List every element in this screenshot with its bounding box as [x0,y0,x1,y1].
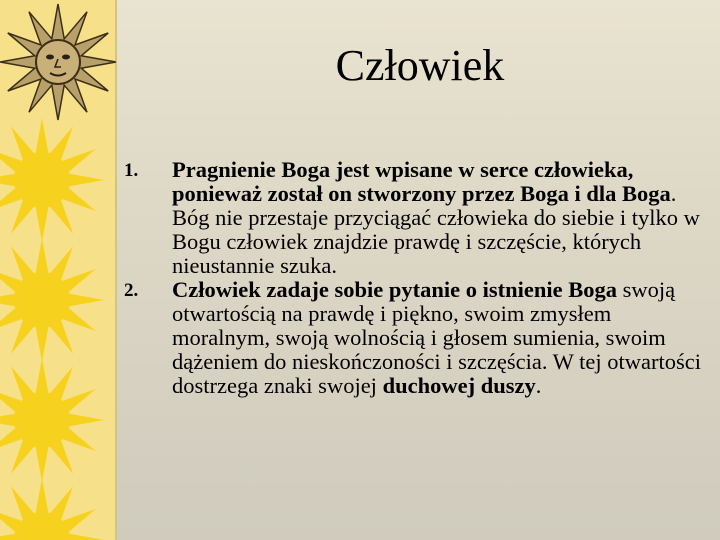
list-item-text: swoją otwartością na prawdę i piękno, swoim zmysłem moralnym, swoją wolnością i głosem sumienia, swoim dążeniem do nieskończoności i szczęścia. W tej otwartości dostrzega znaki swojej [172,277,701,398]
sun-decorations [0,0,117,540]
decorative-sidebar [0,0,117,540]
list-item-text: . Bóg nie przestaje przyciągać człowieka do siebie i tylko w Bogu człowiek znajdzie prawdę i szczęście, których nieustannie szuka. [172,181,700,278]
list-item [124,278,704,398]
list-item-text-bold: Człowiek zadaje sobie pytanie o istnienie Boga [172,277,617,302]
list-item-text-bold: duchowej duszy [382,373,536,398]
sun-icon [0,478,104,540]
list-item-text-bold: Pragnienie Boga jest wpisane w serce człowieka, ponieważ został on stworzony przez Boga i dla Boga [172,157,671,206]
sun-icon [0,118,104,242]
list-item-number: 1. [124,160,139,181]
sun-icon [0,238,104,362]
slide-title: Człowiek [335,41,505,90]
sun-icon [0,358,104,482]
list-item-number: 2. [124,280,139,301]
list-item [124,158,704,278]
list-item-text: . [535,373,542,398]
sun-face-icon [0,4,116,120]
slide-content [124,158,704,398]
